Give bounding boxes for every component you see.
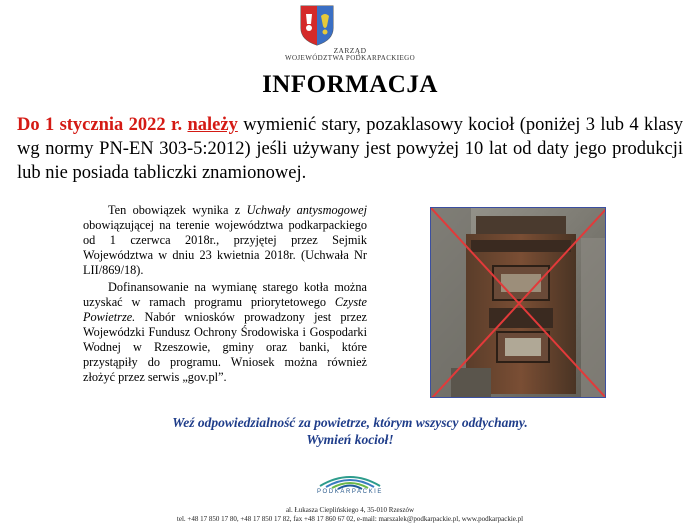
p2-italic: Czyste Powietrze. (83, 295, 367, 324)
slogan-line2: Wymień kocioł! (306, 432, 394, 447)
p2-text-end: Nabór wniosków prowadzony jest przez Wojewódzki Fundusz Ochrony Środowiska i Gospodarki Wodnej w Rzeszowie, gminy oraz banki, które przystąpiły do programu. Wniosek można również złożyć przez serwis „gov.pl”. (83, 310, 367, 384)
lead-paragraph (17, 113, 683, 185)
deadline-date: Do 1 stycznia 2022 r. (17, 115, 183, 135)
slogan-line1: Weź odpowiedzialność za powietrze, którym wszyscy oddychamy. (172, 415, 528, 430)
paragraph-regulation (83, 203, 367, 278)
lead-rest: wymienić stary, pozaklasowy kocioł (poniżej 3 lub 4 klasy wg normy PN-EN 303-5:2012) jeśli używany jest powyżej 10 lat od daty jego produkcji lub nie posiada tabliczki znamionowej. (17, 115, 683, 183)
old-boiler-photo (430, 207, 606, 398)
org-name-line2: WOJEWÓDZTWA PODKARPACKIEGO (284, 54, 416, 62)
p1-text-start: Ten obowiązek wynika z (108, 203, 247, 217)
p1-text-end: obowiązującej na terenie województwa podkarpackiego od 1 czerwca 2018r., przyjętej przez Sejmik Województwa w dniu 23 kwietnia 2018r. (Uchwała Nr LII/869/18). (83, 218, 367, 277)
p1-italic: Uchwały antysmogowej (246, 203, 367, 217)
paragraph-funding (83, 280, 367, 385)
p2-text-start: Dofinansowanie na wymianę starego kotła można uzyskać w ramach programu priorytetowego (83, 280, 367, 309)
footer-address: al. Łukasza Cieplińskiego 4, 35-010 Rzeszów (285, 506, 415, 514)
must-word: należy (187, 115, 238, 135)
footer-logo-text: PODKARPACKIE (316, 489, 384, 495)
regional-coat-of-arms-icon (299, 4, 335, 46)
page-title: INFORMACJA (262, 71, 438, 98)
org-name-line1: ZARZĄD (333, 46, 367, 55)
footer-contact: tel. +48 17 850 17 80, +48 17 850 17 82, fax +48 17 860 67 02, e-mail: marszalek@podkarpackie.pl, www.podkarpackie.pl (176, 515, 524, 523)
